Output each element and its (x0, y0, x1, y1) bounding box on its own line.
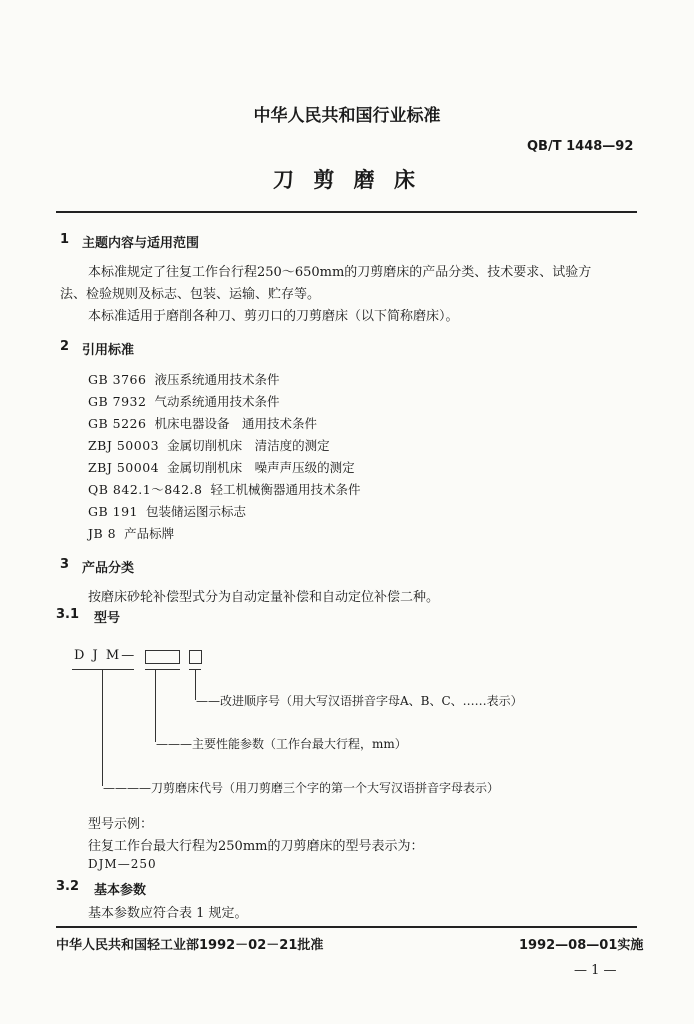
reference-title: 金属切削机床 噪声声压级的测定 (167, 460, 355, 475)
reference-item (88, 458, 355, 476)
subsection-3-1-heading: 型号 (94, 611, 121, 626)
reference-code: JB 8 (88, 526, 117, 541)
example-value: DJM—250 (88, 857, 157, 871)
param-box (145, 650, 180, 664)
document-title: 刀 剪 磨 床 (273, 168, 421, 192)
section-1-number: 1 (60, 232, 70, 247)
subsection-3-1-number: 3.1 (56, 607, 80, 622)
header-rule (56, 211, 637, 213)
reference-item (88, 480, 361, 498)
reference-item (88, 524, 174, 542)
section-2-number: 2 (60, 339, 70, 354)
reference-title: 轻工机械衡器通用技术条件 (210, 482, 361, 497)
section-1-para-2: 本标准适用于磨削各种刀、剪刃口的刀剪磨床（以下简称磨床）。 (88, 309, 459, 324)
param-leader (155, 670, 156, 742)
subsection-3-2-text: 基本参数应符合表 1 规定。 (88, 906, 248, 921)
page-number: — 1 — (574, 963, 617, 978)
section-1-para-1-line-2: 法、检验规则及标志、包装、运输、贮存等。 (60, 287, 321, 302)
subsection-3-2-heading: 基本参数 (94, 883, 147, 898)
reference-code: GB 5226 (88, 416, 147, 431)
reference-title: 包装储运图示标志 (146, 504, 247, 519)
effective-date: 1992—08—01实施 (519, 938, 644, 953)
reference-code: QB 842.1～842.8 (88, 482, 203, 497)
section-2-heading: 引用标准 (82, 343, 135, 358)
reference-code: GB 7932 (88, 394, 147, 409)
code-label: ————刀剪磨床代号（用刀剪磨三个字的第一个大写汉语拼音字母表示） (103, 781, 500, 795)
reference-title: 机床电器设备 通用技术条件 (154, 416, 317, 431)
reference-code: GB 3766 (88, 372, 147, 387)
code-underline (72, 669, 134, 670)
reference-title: 液压系统通用技术条件 (154, 372, 280, 387)
model-prefix: D J M— (74, 648, 137, 663)
subsection-3-2-number: 3.2 (56, 879, 80, 894)
param-underline (145, 669, 180, 670)
reference-item (88, 502, 246, 520)
improve-box (189, 650, 202, 664)
section-3-number: 3 (60, 557, 70, 572)
reference-title: 金属切削机床 清洁度的测定 (167, 438, 330, 453)
param-label: ———主要性能参数（工作台最大行程，mm） (156, 737, 407, 751)
org-title: 中华人民共和国行业标准 (253, 106, 441, 126)
reference-title: 气动系统通用技术条件 (154, 394, 280, 409)
reference-code: ZBJ 50004 (88, 460, 160, 475)
section-3-heading: 产品分类 (82, 561, 135, 576)
reference-code: ZBJ 50003 (88, 438, 160, 453)
section-3-para: 按磨床砂轮补偿型式分为自动定量补偿和自动定位补偿二种。 (88, 590, 440, 605)
standard-number: QB/T 1448—92 (527, 139, 634, 154)
reference-code: GB 191 (88, 504, 139, 519)
section-1-para-1-line-1: 本标准规定了往复工作台行程250～650mm的刀剪磨床的产品分类、技术要求、试验方 (88, 265, 592, 280)
code-leader (102, 670, 103, 786)
reference-item (88, 414, 317, 432)
example-text: 往复工作台最大行程为250mm的刀剪磨床的型号表示为： (88, 839, 424, 854)
improve-label: ——改进顺序号（用大写汉语拼音字母A、B、C、……表示） (196, 694, 523, 708)
footer-rule (56, 926, 637, 928)
reference-title: 产品标牌 (124, 526, 175, 541)
approval-note: 中华人民共和国轻工业部1992－02－21批准 (56, 938, 324, 953)
example-title: 型号示例： (88, 817, 154, 832)
section-1-heading: 主题内容与适用范围 (82, 236, 200, 251)
reference-item (88, 436, 330, 454)
reference-item (88, 370, 279, 388)
reference-item (88, 392, 279, 410)
